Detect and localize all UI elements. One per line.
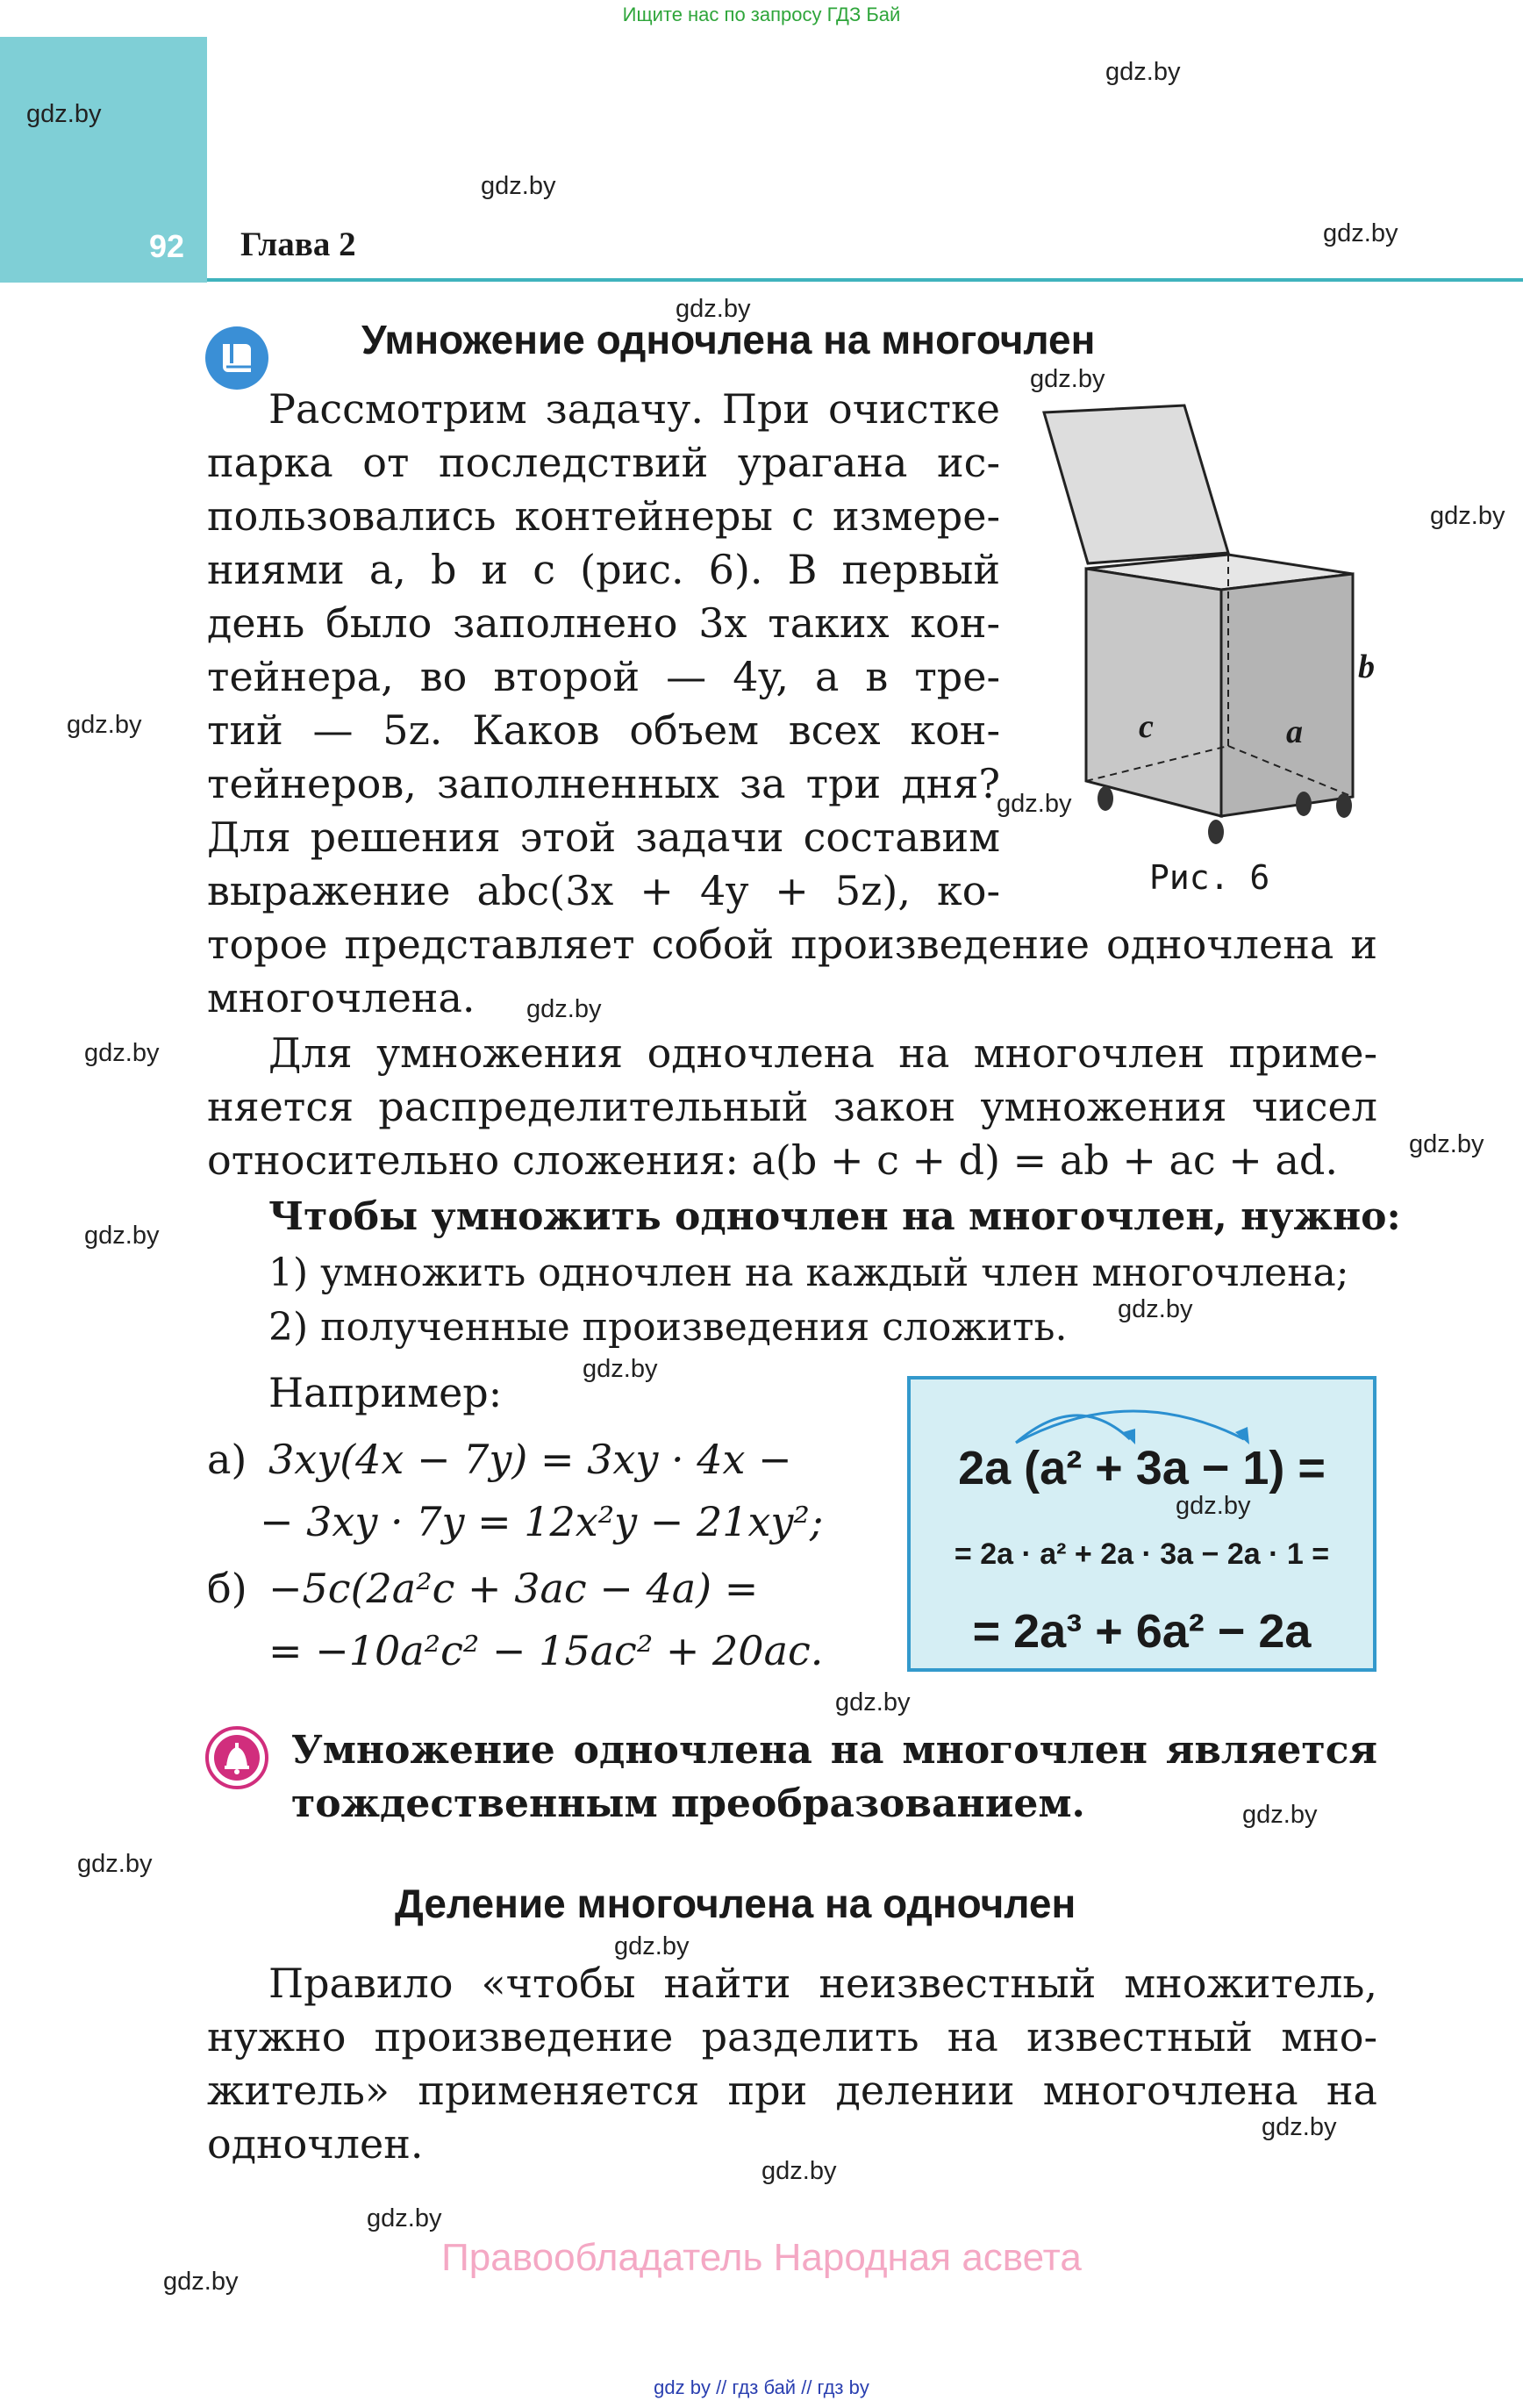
note-line: тождественным преобразованием.	[291, 1781, 1085, 1826]
chapter-title: Глава 2	[240, 226, 356, 263]
example-b-line2: = −10a²c² − 15ac² + 20ac.	[268, 1627, 824, 1674]
watermark: gdz.by	[762, 2157, 837, 2185]
watermark: gdz.by	[367, 2204, 442, 2232]
copyright-note: Правообладатель Народная асвета	[441, 2236, 1082, 2279]
example-b-line1: −5c(2a²c + 3ac − 4a) =	[268, 1565, 759, 1612]
container-figure	[1018, 360, 1369, 851]
example-label-a: а)	[207, 1436, 247, 1483]
watermark: gdz.by	[67, 711, 142, 739]
rule-title: Чтобы умножить одночлен на многочлен, нужно:	[268, 1194, 1401, 1239]
note-line: Умножение одночлена на многочлен является	[291, 1728, 1377, 1773]
watermark: gdz.by	[997, 790, 1072, 818]
watermark: gdz.by	[481, 172, 556, 200]
text-line: тейнеров, заполненных за три дня?	[207, 760, 1000, 807]
rule-step: 1) умножить одночлен на каждый член многочлена;	[268, 1251, 1349, 1295]
text-line: относительно сложения: a(b + c + d) = ab + ac + ad.	[207, 1136, 1338, 1184]
text-line: житель» применяется при делении многочлена на	[207, 2067, 1377, 2114]
text-line: многочлена.	[207, 974, 475, 1021]
watermark: gdz.by	[163, 2268, 239, 2296]
header-rule	[207, 278, 1523, 282]
text-line: одночлен.	[207, 2120, 424, 2168]
figure-label-c: c	[1139, 708, 1154, 745]
page-number: 92	[148, 228, 184, 264]
text-line: день было заполнено 3x таких кон-	[207, 599, 1000, 647]
watermark: gdz.by	[84, 1222, 160, 1250]
figure-caption: Рис. 6	[1149, 858, 1270, 897]
watermark: gdz.by	[614, 1932, 690, 1960]
bell-icon	[205, 1726, 268, 1789]
watermark: gdz.by	[676, 295, 751, 323]
text-line: Рассмотрим задачу. При очистке	[268, 385, 1000, 433]
text-line: нужно произведение разделить на известный мно-	[207, 2013, 1377, 2060]
watermark: gdz.by	[1409, 1130, 1484, 1158]
text-line: Для решения этой задачи составим	[207, 813, 1000, 861]
example-a-line1: 3xy(4x − 7y) = 3xy · 4x −	[268, 1436, 792, 1483]
figure-label-b: b	[1358, 649, 1375, 685]
formula-line-2: = 2a · a² + 2a · 3a − 2a · 1 =	[954, 1537, 1330, 1571]
formula-line-3: = 2a³ + 6a² − 2a	[972, 1605, 1312, 1658]
watermark: gdz.by	[1323, 219, 1398, 247]
watermark: gdz.by	[1242, 1801, 1318, 1829]
watermark: gdz.by	[1118, 1295, 1193, 1323]
text-line: торое представляет собой произведение одночлена и	[207, 921, 1377, 968]
text-line: тий — 5z. Каков объем всех кон-	[207, 706, 1000, 754]
rule-step: 2) полученные произведения сложить.	[268, 1305, 1068, 1350]
search-hint: Ищите нас по запросу ГДЗ Бай	[622, 4, 901, 25]
figure-label-a: a	[1286, 713, 1303, 750]
example-label-b: б)	[207, 1565, 247, 1612]
watermark: gdz.by	[1030, 365, 1105, 393]
text-line: парка от последствий урагана ис-	[207, 439, 1000, 486]
watermark: gdz.by	[77, 1850, 153, 1878]
example-intro: Например:	[268, 1369, 503, 1416]
text-line: няется распределительный закон умножения чисел	[207, 1083, 1377, 1130]
watermark: gdz.by	[835, 1688, 911, 1716]
text-line: Для умножения одночлена на многочлен приме-	[268, 1029, 1377, 1077]
watermark: gdz.by	[1176, 1492, 1251, 1520]
watermark: gdz.by	[84, 1039, 160, 1067]
watermark: gdz.by	[1262, 2113, 1337, 2141]
example-a-line2: − 3xy · 7y = 12x²y − 21xy²;	[260, 1498, 824, 1545]
watermark: gdz.by	[1105, 58, 1181, 86]
text-line: тейнера, во второй — 4y, а в тре-	[207, 653, 1000, 700]
watermark: gdz.by	[526, 995, 602, 1023]
text-line: ниями a, b и c (рис. 6). В первый	[207, 546, 1000, 593]
formula-box	[907, 1376, 1376, 1672]
section-heading-multiplication: Умножение одночлена на многочлен	[361, 317, 1096, 362]
text-line: пользовались контейнеры с измере-	[207, 492, 1000, 540]
watermark: gdz.by	[583, 1355, 658, 1383]
formula-line-1: 2a (a² + 3a − 1) =	[958, 1442, 1326, 1494]
section-heading-division: Деление многочлена на одночлен	[395, 1881, 1076, 1926]
text-line: выражение abc(3x + 4y + 5z), ко-	[207, 867, 1000, 914]
text-line: Правило «чтобы найти неизвестный множитель,	[268, 1960, 1377, 2007]
watermark: gdz.by	[1430, 502, 1505, 530]
watermark: gdz.by	[26, 100, 102, 128]
book-icon	[205, 326, 268, 390]
footer-links[interactable]: gdz by // гдз бай // гдз by	[654, 2376, 869, 2398]
